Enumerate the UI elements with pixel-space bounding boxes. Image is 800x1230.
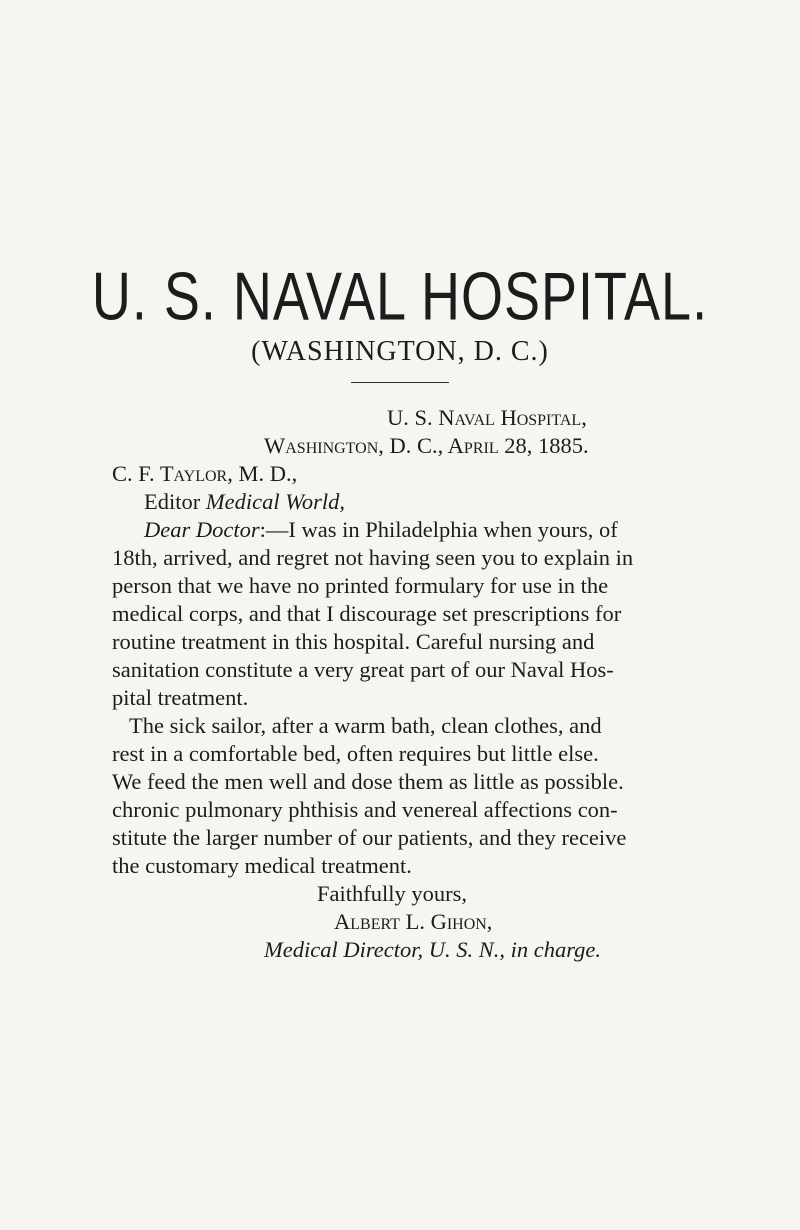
recipient-title-prefix: Editor	[144, 489, 206, 514]
body-line-9: rest in a comfortable bed, often requires but little else.	[112, 741, 599, 766]
body-line-13: the customary medical treatment.	[112, 853, 412, 878]
body-line-12: stitute the larger number of our patients, and they receive	[112, 825, 627, 850]
body-line-11: chronic pulmonary phthisis and venereal affections con-	[112, 797, 618, 822]
closing: Faithfully yours,	[317, 881, 467, 906]
body-line-4: medical corps, and that I discourage set prescriptions for	[112, 601, 622, 626]
body-line-7: pital treatment.	[112, 685, 249, 710]
recipient-title	[144, 489, 345, 515]
page-title: U. S. NAVAL HOSPITAL.	[91, 259, 709, 335]
body-line-8: The sick sailor, after a warm bath, clean clothes, and	[129, 713, 602, 738]
body-line-5: routine treatment in this hospital. Careful nursing and	[112, 629, 595, 654]
body-line-3: person that we have no printed formulary for use in the	[112, 573, 609, 598]
body-line-1-text: I was in Philadelphia when yours, of	[288, 517, 618, 542]
body-line-2: 18th, arrived, and regret not having seen you to explain in	[112, 545, 634, 570]
signature-title: Medical Director, U. S. N., in charge.	[264, 937, 602, 962]
salutation: Dear Doctor	[144, 517, 260, 542]
sender-name: U. S. Naval Hospital,	[387, 405, 587, 430]
recipient-journal: Medical World,	[205, 489, 346, 514]
body-line-1	[144, 517, 618, 543]
salutation-punct: :—	[259, 517, 289, 542]
recipient-name: C. F. Taylor, M. D.,	[112, 461, 298, 486]
sender-place-date: Washington, D. C., April 28, 1885.	[264, 433, 589, 458]
body-line-10: We feed the men well and dose them as little as possible.	[112, 769, 624, 794]
signature-name: Albert L. Gihon,	[334, 909, 493, 934]
body-line-6: sanitation constitute a very great part of our Naval Hos-	[112, 657, 614, 682]
page-subtitle: (WASHINGTON, D. C.)	[251, 336, 549, 367]
divider-rule	[351, 382, 449, 383]
